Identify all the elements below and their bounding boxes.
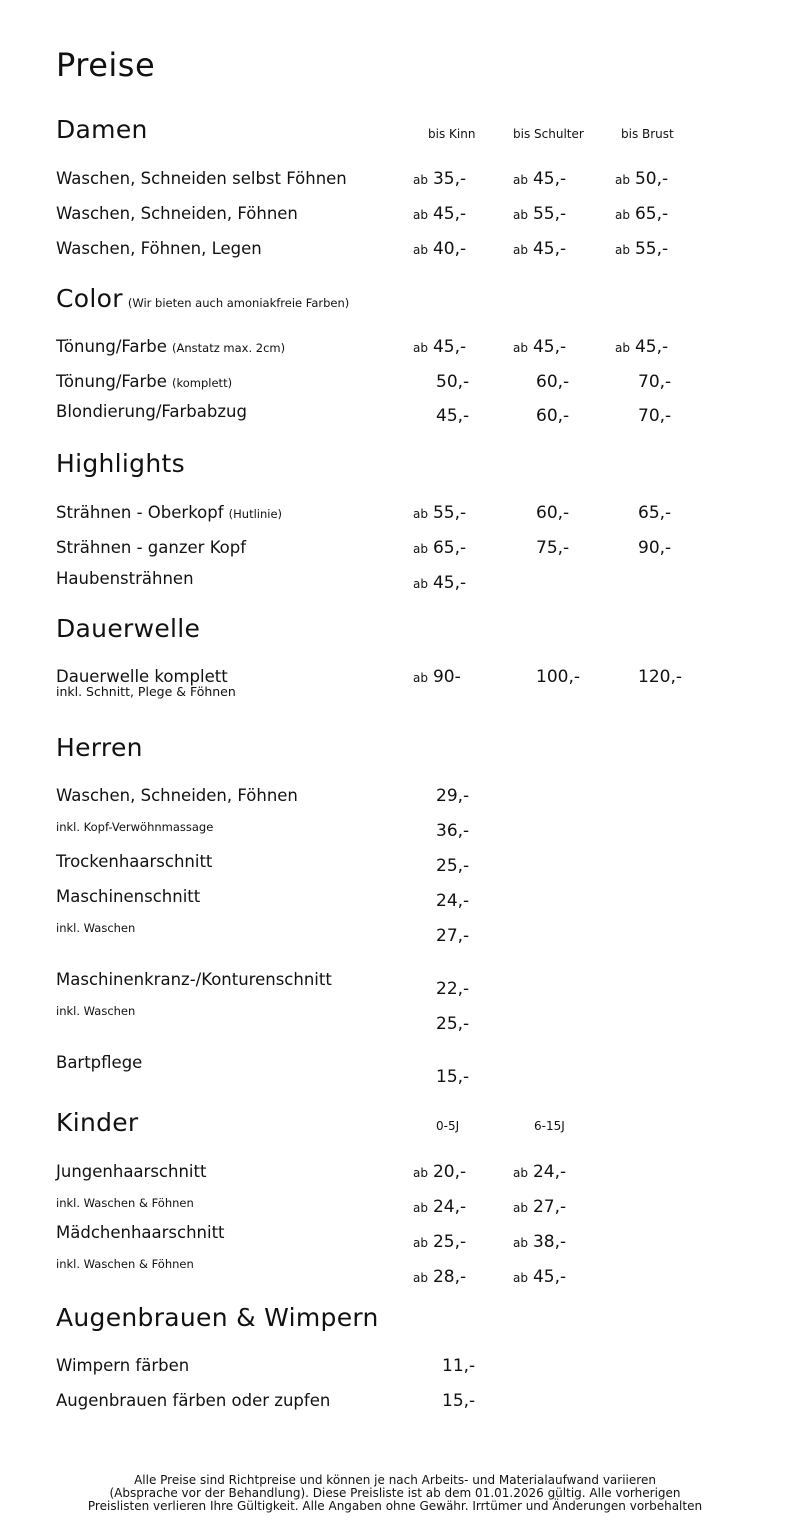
price-amount: 35,- <box>432 169 467 189</box>
price-amount: 75,- <box>536 538 570 558</box>
col-head-bis-schulter: bis Schulter <box>513 127 584 141</box>
price-cell <box>513 1232 566 1252</box>
price-amount: 120,- <box>638 667 682 687</box>
price-prefix: ab <box>413 1236 428 1250</box>
price-prefix: ab <box>513 1166 528 1180</box>
footer-line: Preislisten verlieren Ihre Gültigkeit. Alle Angaben ohne Gewähr. Irrtümer und Änderungen vorbehalten <box>87 1499 703 1513</box>
price-prefix: ab <box>615 341 630 355</box>
price-amount: 24,- <box>436 891 470 911</box>
footer-line: (Absprache vor der Behandlung). Diese Preisliste ist ab dem 01.01.2026 gültig. Alle vorherigen <box>109 1486 681 1500</box>
price-row-label: Maschinenschnitt <box>56 887 201 906</box>
section-heading-damen: Damen <box>56 115 148 144</box>
price-row-sub: inkl. Schnitt, Plege & Föhnen <box>56 684 236 699</box>
price-amount: 36,- <box>436 821 470 841</box>
price-prefix: ab <box>615 173 630 187</box>
price-row-label: Maschinenkranz-/Konturenschnitt <box>56 970 332 989</box>
price-prefix: ab <box>413 577 428 591</box>
price-amount: 20,- <box>432 1162 467 1182</box>
price-amount: 50,- <box>436 372 470 392</box>
section-heading-augenbrauen-wimpern: Augenbrauen & Wimpern <box>56 1303 379 1332</box>
price-cell <box>615 169 668 189</box>
price-amount: 45,- <box>634 337 669 357</box>
price-amount: 55,- <box>532 204 567 224</box>
price-row-label: Tönung/Farbe <box>56 337 167 356</box>
price-amount: 27,- <box>436 926 470 946</box>
price-row-label: Strähnen - ganzer Kopf <box>56 538 247 557</box>
price-amount: 15,- <box>436 1067 470 1087</box>
section-heading-color-wrap <box>56 284 349 313</box>
price-prefix: ab <box>413 542 428 556</box>
price-row-label-wrap <box>56 337 285 356</box>
price-row-label: Strähnen - Oberkopf <box>56 503 224 522</box>
price-row-sub: inkl. Waschen & Föhnen <box>56 1257 194 1271</box>
price-row-label-wrap <box>56 503 282 522</box>
footer-disclaimer <box>0 1474 790 1513</box>
price-amount: 25,- <box>436 856 470 876</box>
price-amount: 50,- <box>634 169 669 189</box>
price-cell <box>413 1197 466 1217</box>
price-amount: 28,- <box>432 1267 467 1287</box>
price-row-label: Waschen, Schneiden, Föhnen <box>56 204 298 223</box>
price-amount: 65,- <box>638 503 672 523</box>
price-amount: 45,- <box>532 337 567 357</box>
price-amount: 29,- <box>436 786 470 806</box>
price-prefix: ab <box>513 243 528 257</box>
price-cell <box>615 337 668 357</box>
footer-line: Alle Preise sind Richtpreise und können je nach Arbeits- und Materialaufwand variieren <box>134 1473 656 1487</box>
price-row-label: Waschen, Föhnen, Legen <box>56 239 262 258</box>
price-amount: 45,- <box>432 204 467 224</box>
price-amount: 60,- <box>536 406 570 426</box>
price-cell <box>615 204 668 224</box>
price-row-label: Mädchenhaarschnitt <box>56 1223 225 1242</box>
price-row-note: (komplett) <box>172 376 233 390</box>
price-prefix: ab <box>513 1271 528 1285</box>
price-cell <box>615 239 668 259</box>
price-amount: 100,- <box>536 667 580 687</box>
price-cell <box>413 538 466 558</box>
price-prefix: ab <box>413 1271 428 1285</box>
price-amount: 45,- <box>432 337 467 357</box>
price-prefix: ab <box>615 208 630 222</box>
price-cell <box>413 169 466 189</box>
price-row-label: Dauerwelle komplett <box>56 667 228 686</box>
price-row-label: Jungenhaarschnitt <box>56 1162 207 1181</box>
col-head-6-15j: 6-15J <box>534 1119 565 1133</box>
price-amount: 27,- <box>532 1197 567 1217</box>
price-cell <box>513 1162 566 1182</box>
price-amount: 24,- <box>532 1162 567 1182</box>
price-row-label: Haubensträhnen <box>56 569 194 588</box>
price-row-label: Bartpflege <box>56 1053 143 1072</box>
section-note: (Wir bieten auch amoniakfreie Farben) <box>127 296 350 310</box>
price-row-label: Blondierung/Farbabzug <box>56 402 247 421</box>
price-amount: 70,- <box>638 372 672 392</box>
price-prefix: ab <box>513 1201 528 1215</box>
price-amount: 45,- <box>532 239 567 259</box>
price-prefix: ab <box>413 1201 428 1215</box>
price-amount: 65,- <box>634 204 669 224</box>
price-row-sub: inkl. Kopf-Verwöhnmassage <box>56 820 214 834</box>
price-cell <box>413 503 466 523</box>
price-cell <box>413 204 466 224</box>
price-row-sub: inkl. Waschen <box>56 1004 136 1018</box>
price-prefix: ab <box>513 1236 528 1250</box>
price-amount: 45,- <box>532 169 567 189</box>
section-heading-highlights: Highlights <box>56 449 185 478</box>
price-row-note: (Anstatz max. 2cm) <box>172 341 286 355</box>
price-cell <box>513 239 566 259</box>
price-cell <box>413 337 466 357</box>
price-row-label: Wimpern färben <box>56 1356 190 1375</box>
price-amount: 11,- <box>442 1356 476 1376</box>
price-prefix: ab <box>413 208 428 222</box>
price-prefix: ab <box>413 507 428 521</box>
price-row-label: Tönung/Farbe <box>56 372 167 391</box>
section-heading-kinder: Kinder <box>56 1108 139 1137</box>
col-head-bis-kinn: bis Kinn <box>428 127 476 141</box>
price-row-label: Waschen, Schneiden selbst Föhnen <box>56 169 347 188</box>
price-row-label: Waschen, Schneiden, Föhnen <box>56 786 298 805</box>
price-amount: 55,- <box>432 503 467 523</box>
col-head-bis-brust: bis Brust <box>621 127 674 141</box>
price-amount: 24,- <box>432 1197 467 1217</box>
price-prefix: ab <box>413 1166 428 1180</box>
price-amount: 90- <box>432 667 461 687</box>
price-amount: 60,- <box>536 503 570 523</box>
price-amount: 25,- <box>432 1232 467 1252</box>
price-amount: 90,- <box>638 538 672 558</box>
price-row-sub: inkl. Waschen <box>56 921 136 935</box>
price-cell <box>413 239 466 259</box>
section-heading-dauerwelle: Dauerwelle <box>56 614 201 643</box>
price-cell <box>513 1267 566 1287</box>
price-cell <box>413 1162 466 1182</box>
price-prefix: ab <box>513 208 528 222</box>
price-amount: 55,- <box>634 239 669 259</box>
price-amount: 45,- <box>532 1267 567 1287</box>
price-amount: 15,- <box>442 1391 476 1411</box>
price-prefix: ab <box>413 173 428 187</box>
col-head-0-5j: 0-5J <box>436 1119 460 1133</box>
price-prefix: ab <box>413 341 428 355</box>
price-row-label: Augenbrauen färben oder zupfen <box>56 1391 331 1410</box>
price-cell <box>513 169 566 189</box>
price-cell <box>413 573 466 593</box>
price-amount: 25,- <box>436 1014 470 1034</box>
price-amount: 60,- <box>536 372 570 392</box>
price-cell <box>513 204 566 224</box>
price-amount: 65,- <box>432 538 467 558</box>
price-cell <box>413 667 461 687</box>
price-prefix: ab <box>513 341 528 355</box>
price-prefix: ab <box>615 243 630 257</box>
price-cell <box>513 337 566 357</box>
price-amount: 38,- <box>532 1232 567 1252</box>
section-heading-herren: Herren <box>56 733 143 762</box>
price-row-note: (Hutlinie) <box>228 507 283 521</box>
price-row-sub: inkl. Waschen & Föhnen <box>56 1196 194 1210</box>
section-heading-color: Color <box>56 284 123 313</box>
price-cell <box>413 1232 466 1252</box>
price-amount: 70,- <box>638 406 672 426</box>
price-prefix: ab <box>513 173 528 187</box>
price-cell <box>513 1197 566 1217</box>
price-row-label-wrap <box>56 372 232 391</box>
price-prefix: ab <box>413 671 428 685</box>
price-amount: 45,- <box>432 573 467 593</box>
price-amount: 45,- <box>436 406 470 426</box>
price-amount: 40,- <box>432 239 467 259</box>
price-row-label: Trockenhaarschnitt <box>56 852 213 871</box>
page-title: Preise <box>56 46 156 84</box>
price-amount: 22,- <box>436 979 470 999</box>
price-cell <box>413 1267 466 1287</box>
price-prefix: ab <box>413 243 428 257</box>
